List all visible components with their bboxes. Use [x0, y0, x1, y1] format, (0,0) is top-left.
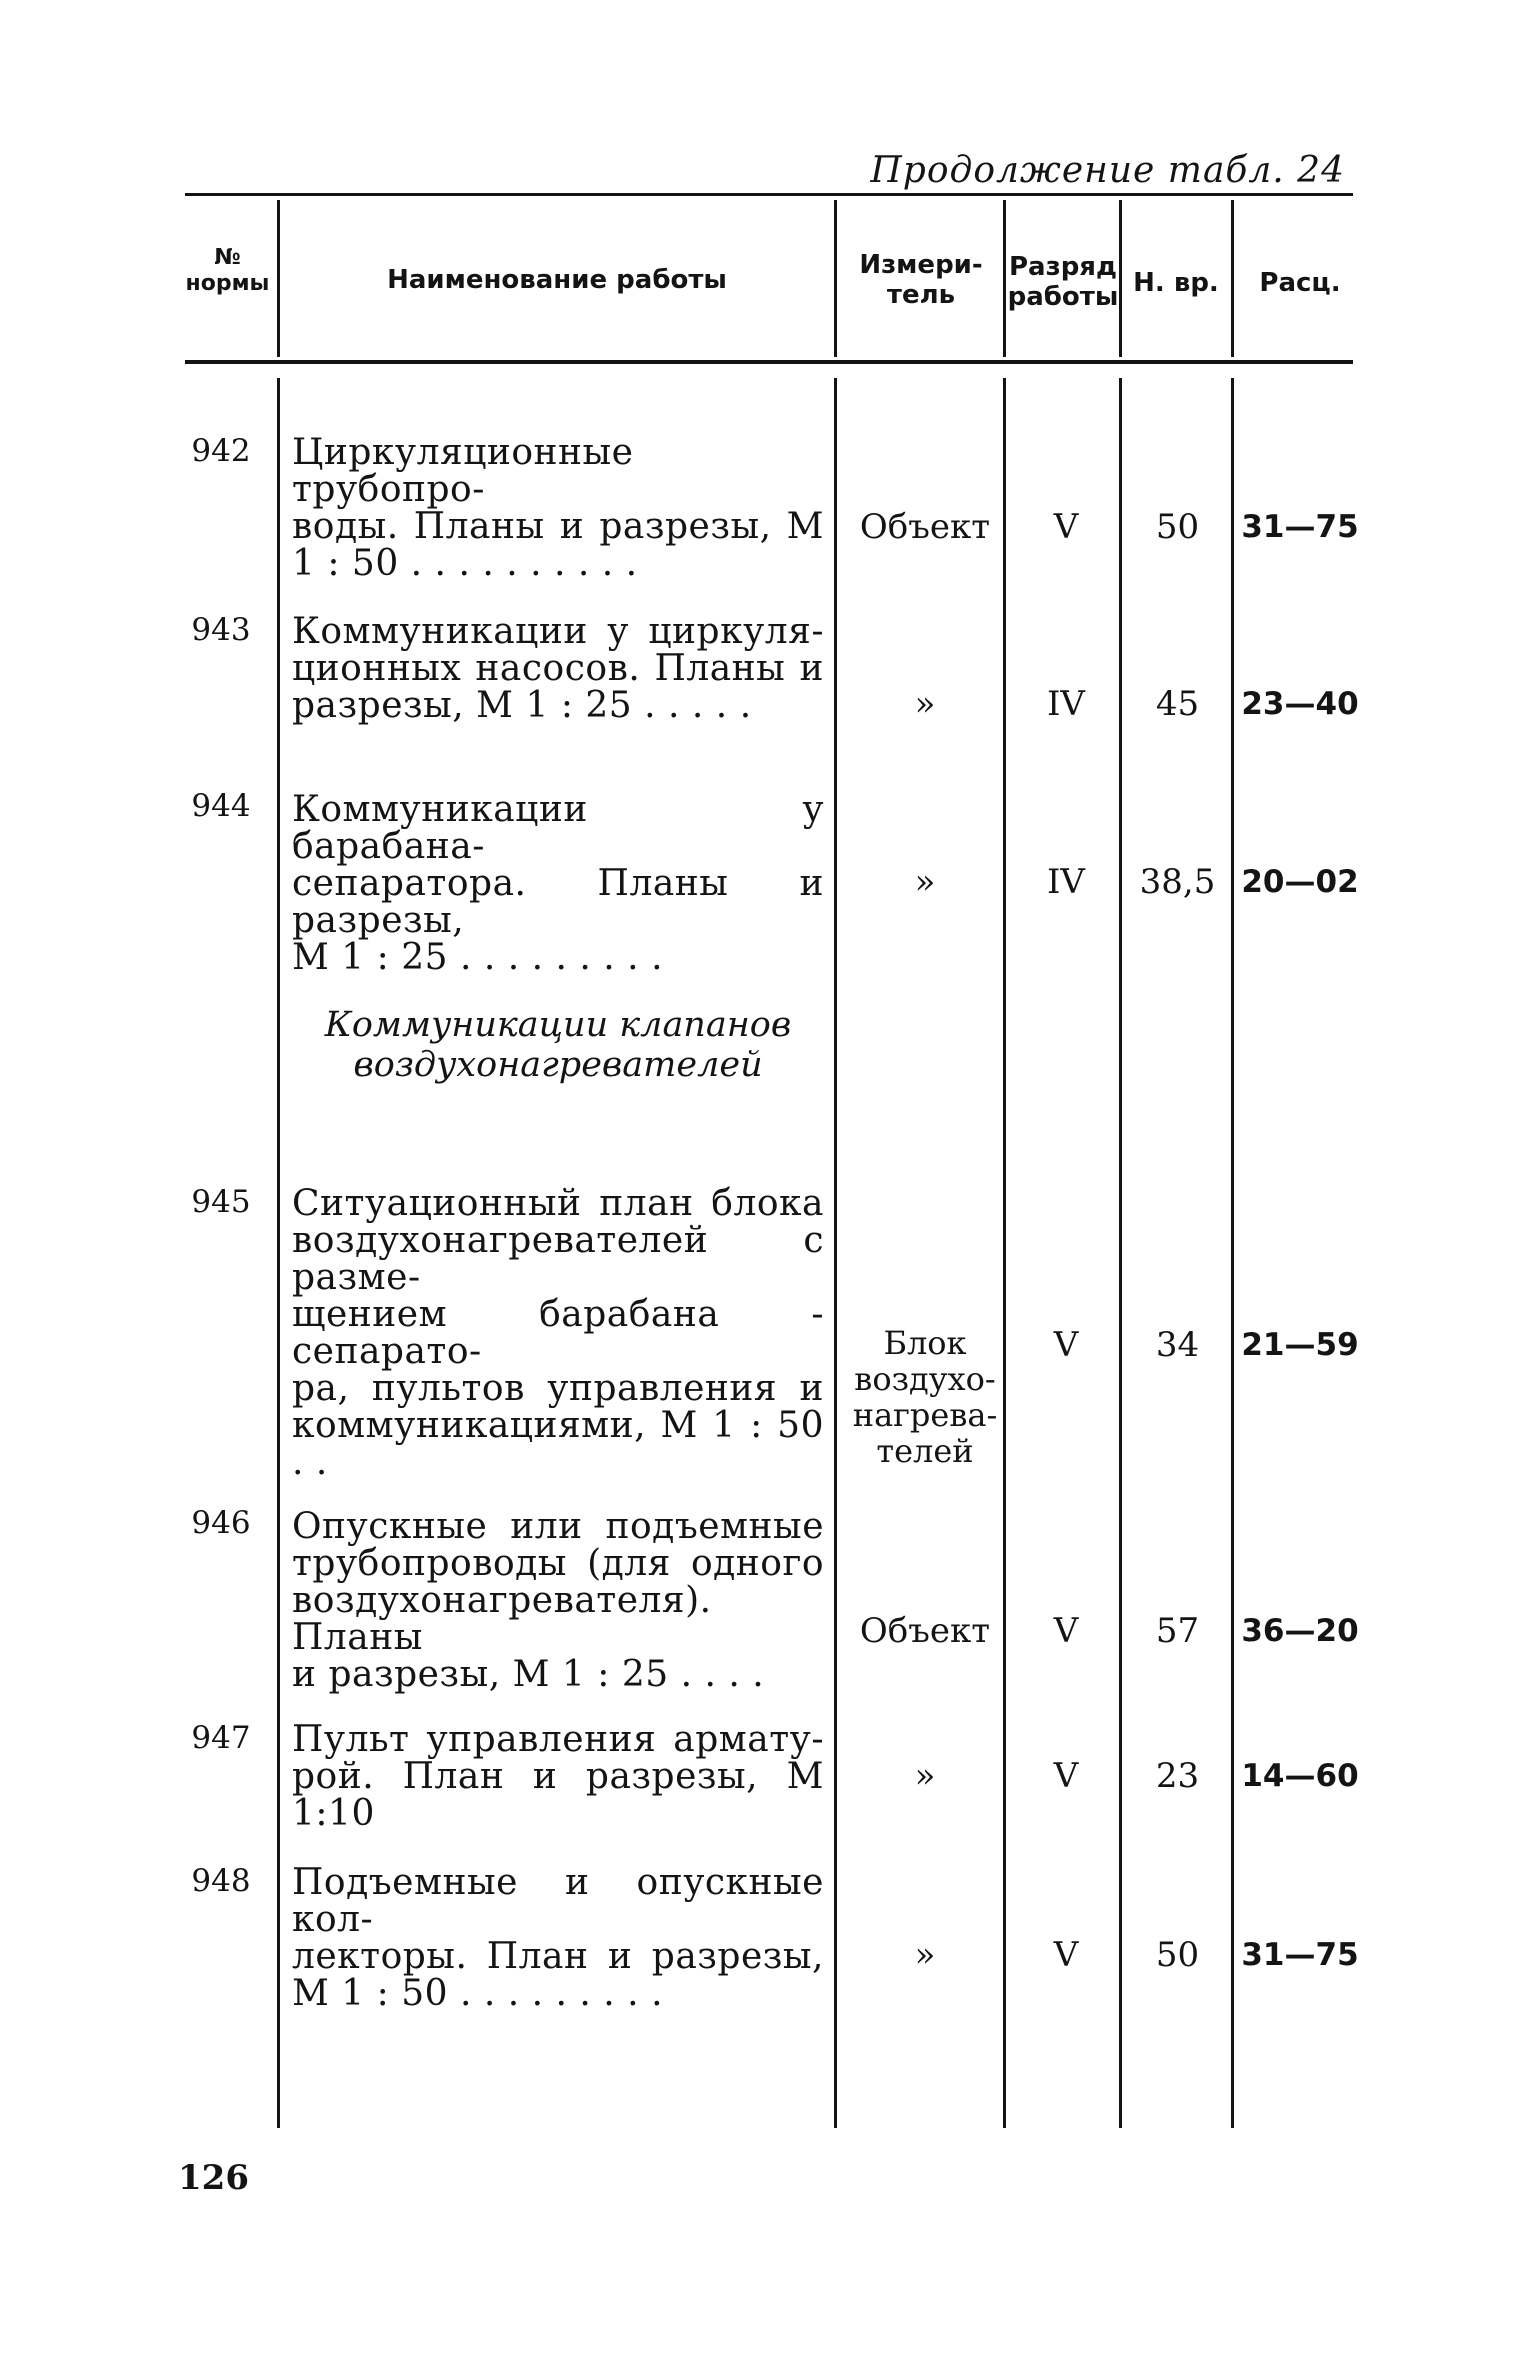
row-947-line-1: Пульт управления армату-: [292, 1719, 824, 1760]
row-946-grade: V: [1053, 1611, 1079, 1651]
row-945-line-1: Ситуационный план блока: [292, 1183, 824, 1224]
row-942-line-2: воды. Планы и разрезы, М: [292, 506, 824, 547]
header-divider-1: [277, 200, 280, 357]
row-948-line-2: лекторы. План и разрезы,: [292, 1936, 824, 1977]
row-943-hours: 45: [1155, 684, 1200, 724]
row-943-line-3: разрезы, М 1 : 25 . . . . .: [292, 685, 752, 726]
row-947-rate: 14—60: [1241, 1758, 1359, 1794]
row-948-grade: V: [1053, 1935, 1079, 1975]
row-948-line-3: М 1 : 50 . . . . . . . . .: [292, 1973, 664, 2014]
row-943-description: [292, 613, 824, 724]
row-947-grade: V: [1053, 1756, 1079, 1796]
row-943-unit: »: [914, 684, 936, 724]
header-norm-time: Н. вр.: [1133, 268, 1219, 298]
row-945-grade: V: [1053, 1325, 1079, 1365]
row-946-unit: Объект: [859, 1611, 991, 1651]
row-944-line-1: Коммуникации у барабана-: [292, 789, 824, 867]
section-heading-line-1: Коммуникации клапанов: [324, 1005, 792, 1045]
row-945-line-2: воздухонагревателей с разме-: [292, 1220, 824, 1298]
row-943-number: 943: [191, 612, 251, 648]
section-heading-line-2: воздухонагревателей: [353, 1045, 763, 1085]
row-945-description: [292, 1185, 824, 1481]
row-946-line-4: и разрезы, М 1 : 25 . . . .: [292, 1654, 765, 1695]
header-divider-2: [834, 200, 837, 357]
header-work-name: Наименование работы: [387, 265, 727, 295]
row-942-unit: Объект: [859, 507, 991, 547]
row-943-rate: 23—40: [1241, 686, 1359, 722]
row-947-line-2: рой. План и разрезы, М 1:10: [292, 1756, 824, 1834]
row-946-hours: 57: [1155, 1611, 1200, 1651]
row-947-number: 947: [191, 1720, 251, 1756]
header-unit-line-1: Измери-: [859, 250, 983, 280]
table-continuation-caption: Продолжение табл. 24: [870, 150, 1345, 191]
section-heading: [292, 1005, 824, 1085]
row-946-description: [292, 1508, 824, 1693]
row-945-hours: 34: [1155, 1325, 1200, 1365]
body-divider-3: [1003, 378, 1006, 2128]
row-942-line-3: 1 : 50 . . . . . . . . . .: [292, 543, 638, 584]
row-943-grade: IV: [1047, 684, 1085, 724]
body-divider-2: [834, 378, 837, 2128]
row-948-description: [292, 1864, 824, 2012]
row-945-unit-line-4: телей: [876, 1432, 974, 1470]
body-divider-1: [277, 378, 280, 2128]
row-944-line-2: сепаратора. Планы и разрезы,: [292, 863, 824, 941]
row-943-line-1: Коммуникации у циркуля-: [292, 611, 824, 652]
row-944-description: [292, 791, 824, 976]
row-945-rate: 21—59: [1241, 1327, 1359, 1363]
row-945-unit-line-3: нагрева-: [852, 1396, 998, 1434]
row-945-unit: [845, 1325, 1005, 1469]
row-942-rate: 31—75: [1241, 509, 1359, 545]
header-grade-line-1: Разряд: [1008, 252, 1117, 282]
row-944-number: 944: [191, 788, 251, 824]
row-944-grade: IV: [1047, 862, 1085, 902]
row-947-unit: »: [914, 1756, 936, 1796]
row-944-unit: »: [914, 862, 936, 902]
row-942-hours: 50: [1155, 507, 1200, 547]
row-947-hours: 23: [1155, 1756, 1200, 1796]
header-top-rule: [185, 193, 1353, 196]
row-945-number: 945: [191, 1184, 251, 1220]
row-946-line-1: Опускные или подъемные: [292, 1506, 824, 1547]
row-942-number: 942: [191, 433, 251, 469]
row-945-unit-line-2: воздухо-: [854, 1360, 996, 1398]
row-946-line-3: воздухонагревателя). Планы: [292, 1580, 712, 1658]
row-946-line-2: трубопроводы (для одного: [292, 1543, 824, 1584]
row-944-rate: 20—02: [1241, 864, 1359, 900]
header-rate: Расц.: [1259, 268, 1341, 298]
row-945-line-5: коммуникациями, М 1 : 50 . .: [292, 1405, 824, 1483]
header-norm-number-line-2: нормы: [185, 271, 270, 296]
header-bottom-rule: [185, 360, 1353, 364]
header-unit-line-2: тель: [886, 280, 956, 310]
row-945-line-4: ра, пультов управления и: [292, 1368, 824, 1409]
header-unit: [840, 250, 1002, 310]
header-grade: [1006, 252, 1120, 312]
row-947-description: [292, 1721, 824, 1832]
body-divider-4: [1119, 378, 1122, 2128]
row-948-hours: 50: [1155, 1935, 1200, 1975]
row-945-unit-line-1: Блок: [883, 1324, 967, 1362]
row-948-rate: 31—75: [1241, 1937, 1359, 1973]
row-942-description: [292, 434, 824, 582]
header-norm-number: [180, 245, 275, 297]
row-945-line-3: щением барабана - сепарато-: [292, 1294, 824, 1372]
row-946-rate: 36—20: [1241, 1613, 1359, 1649]
row-948-line-1: Подъемные и опускные кол-: [292, 1862, 824, 1940]
page-number: 126: [178, 2158, 249, 2198]
row-944-line-3: М 1 : 25 . . . . . . . . .: [292, 937, 664, 978]
row-943-line-2: ционных насосов. Планы и: [292, 648, 824, 689]
row-948-number: 948: [191, 1863, 251, 1899]
row-942-line-1: Циркуляционные трубопро-: [292, 432, 634, 510]
header-norm-number-line-1: №: [214, 245, 241, 270]
header-grade-line-2: работы: [1007, 282, 1119, 312]
row-948-unit: »: [914, 1935, 936, 1975]
row-944-hours: 38,5: [1139, 862, 1216, 902]
row-942-grade: V: [1053, 507, 1079, 547]
body-divider-5: [1231, 378, 1234, 2128]
row-946-number: 946: [191, 1505, 251, 1541]
